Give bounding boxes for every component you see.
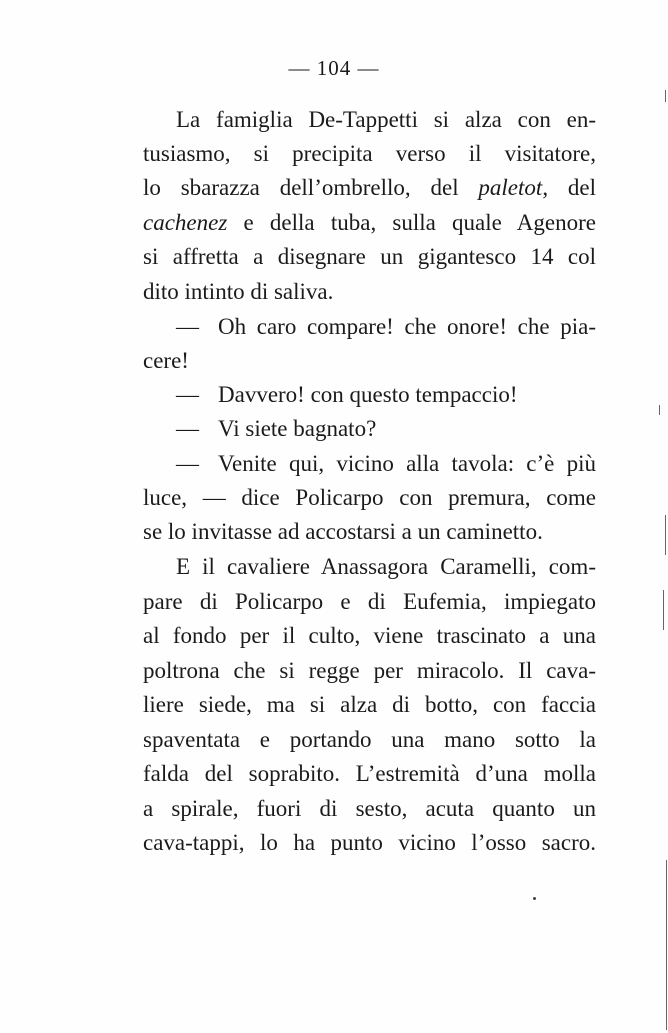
text-line: a spirale, fuori di sesto, acuta quanto un [143, 796, 596, 821]
dialog-line: cere! [143, 348, 189, 373]
dialog-line [143, 448, 596, 480]
dialog-text: Oh caro compare! che onore! che pia- [218, 314, 596, 339]
scan-speck [533, 897, 536, 900]
text-line: si affretta a disegnare un gigantesco 14 col [143, 244, 596, 269]
em-dash: — [176, 451, 199, 476]
text-line: spaventata e portando una mano sotto la [143, 727, 596, 752]
dialog-line: luce, — dice Policarpo con premura, come [143, 485, 596, 510]
dialog-text: Venite qui, vicino alla tavola: c’è più [218, 451, 596, 476]
em-dash: — [176, 314, 199, 339]
text-line: liere siede, ma si alza di botto, con faccia [143, 692, 596, 717]
text-line: La famiglia De-Tappetti si alza con en- [176, 107, 596, 132]
text-fragment: , del [542, 175, 596, 200]
dialog-line [143, 379, 596, 411]
scan-edge-mark [663, 590, 664, 630]
text-line: falda del soprabito. L’estremità d’una molla [143, 761, 596, 786]
dialog-text: Vi siete bagnato? [218, 416, 377, 441]
text-line [143, 172, 596, 204]
text-line: al fondo per il culto, viene trascinato a una [143, 623, 596, 648]
text-fragment: lo sbarazza dell’ombrello, del [143, 175, 479, 200]
dialog-line [143, 311, 596, 343]
text-line: dito intinto di saliva. [143, 279, 334, 304]
em-dash: — [176, 382, 199, 407]
text-line: E il cavaliere Anassagora Caramelli, com- [176, 554, 596, 579]
dialog-text: Davvero! con questo tempaccio! [218, 382, 518, 407]
scan-edge-mark [665, 90, 666, 102]
dialog-line: se lo invitasse ad accostarsi a un caminetto. [143, 519, 543, 544]
text-line [143, 207, 596, 239]
text-line: poltrona che si regge per miracolo. Il cava- [143, 658, 596, 683]
dialog-line [143, 413, 596, 445]
scan-edge-mark [659, 405, 660, 415]
scan-edge-mark [665, 515, 666, 555]
text-line: tusiasmo, si precipita verso il visitatore, [143, 141, 596, 166]
page-number: — 104 — [288, 56, 380, 80]
em-dash: — [176, 416, 199, 441]
scan-edge-mark [666, 860, 667, 1030]
italic-word: paletot [478, 175, 543, 200]
text-fragment: e della tuba, sulla quale Agenore [227, 210, 596, 235]
text-line: pare di Policarpo e di Eufemia, impiegato [143, 589, 596, 614]
text-line: cava-tappi, lo ha punto vicino l’osso sacro. [143, 830, 596, 855]
italic-word: cachenez [143, 210, 228, 235]
